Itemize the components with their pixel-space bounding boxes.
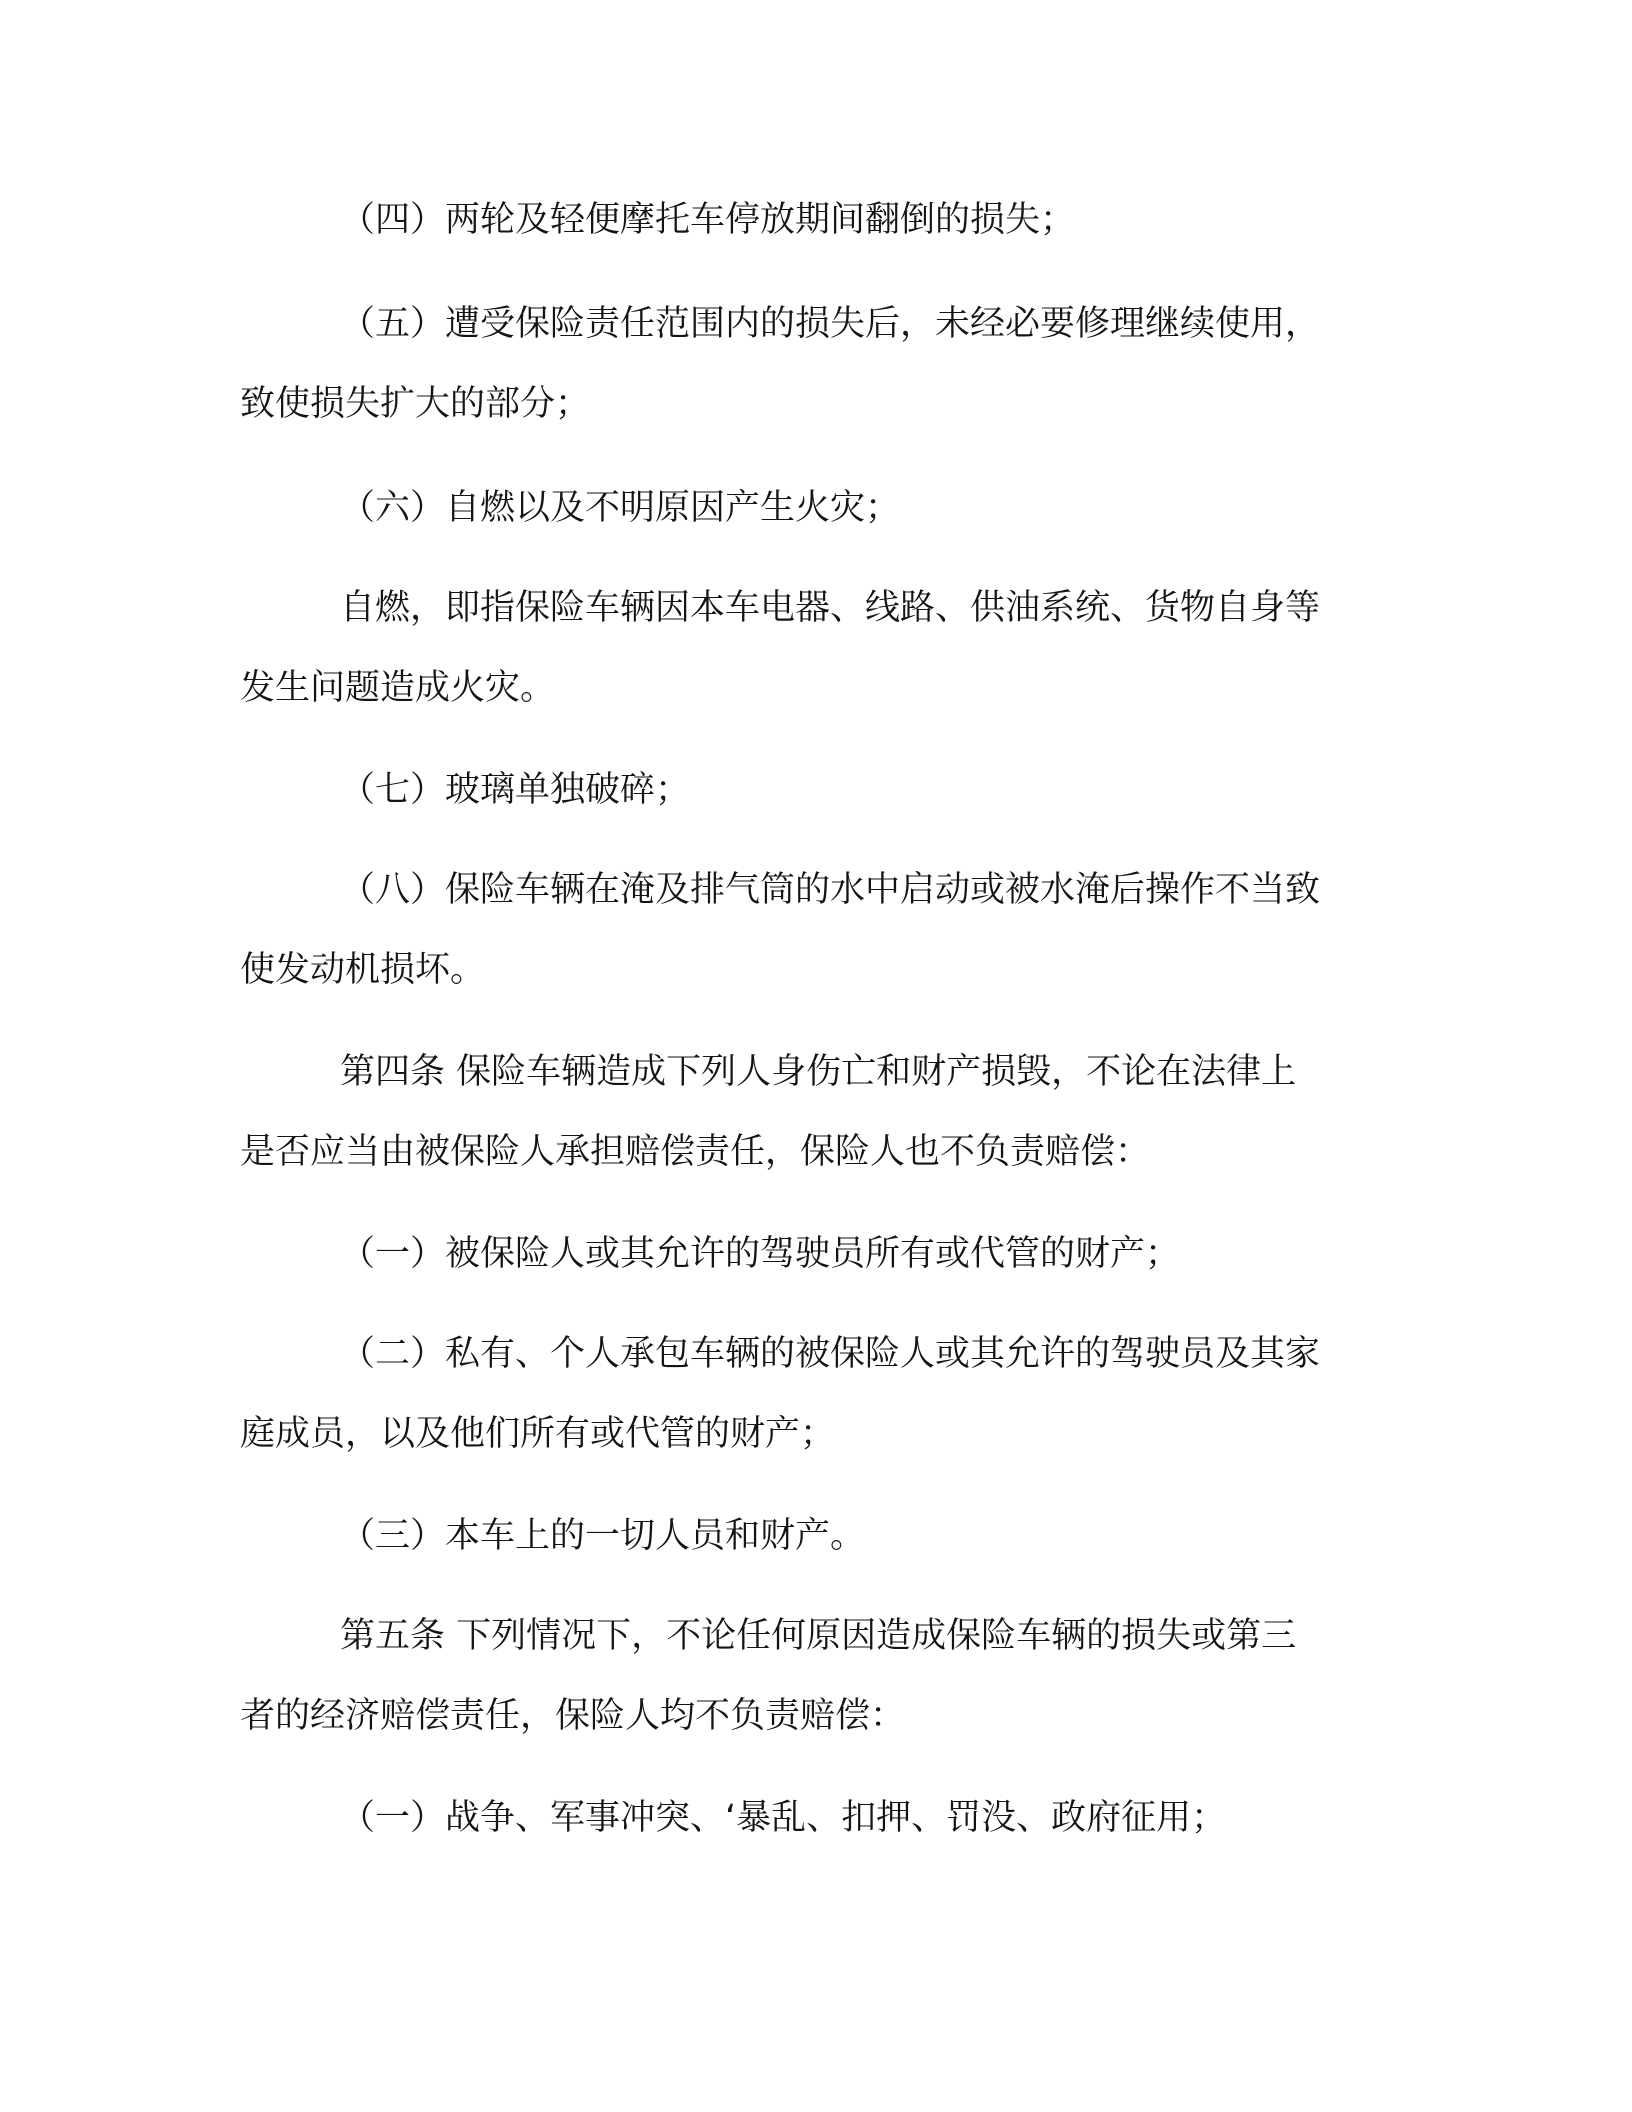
paragraph-article-4-item-1 — [240, 1214, 1380, 1294]
text-line: （八）保险车辆在淹及排气筒的水中启动或被水淹后操作不当致 — [340, 870, 1321, 910]
text-line: （七）玻璃单独破碎； — [340, 770, 691, 810]
paragraph-article-4 — [240, 1032, 1380, 1192]
text-line: 自燃，即指保险车辆因本车电器、线路、供油系统、货物自身等 — [340, 588, 1321, 628]
text-line: 第五条 下列情况下，不论任何原因造成保险车辆的损失或第三 — [340, 1616, 1297, 1656]
text-line: 是否应当由被保险人承担赔偿责任，保险人也不负责赔偿： — [240, 1132, 1151, 1172]
text-line: 致使损失扩大的部分； — [240, 384, 591, 424]
paragraph-article-5 — [240, 1596, 1380, 1756]
paragraph-item-5 — [240, 284, 1380, 444]
paragraph-article-4-item-2 — [240, 1314, 1380, 1474]
paragraph-item-8 — [240, 850, 1380, 1010]
text-line: 使发动机损坏。 — [240, 950, 486, 990]
text-line: （五）遭受保险责任范围内的损失后，未经必要修理继续使用， — [340, 304, 1321, 344]
text-line: （一）战争、军事冲突、‘暴乱、扣押、罚没、政府征用； — [340, 1798, 1227, 1838]
text-line: 第四条 保险车辆造成下列人身伤亡和财产损毁，不论在法律上 — [340, 1052, 1297, 1092]
paragraph-item-4 — [240, 180, 1380, 260]
text-line: （四）两轮及轻便摩托车停放期间翻倒的损失； — [340, 200, 1076, 240]
text-line: （一）被保险人或其允许的驾驶员所有或代管的财产； — [340, 1234, 1181, 1274]
paragraph-article-4-item-3 — [240, 1496, 1380, 1576]
text-line: （三）本车上的一切人员和财产。 — [340, 1516, 866, 1556]
paragraph-self-ignition-definition — [240, 568, 1380, 728]
paragraph-article-5-item-1 — [240, 1778, 1380, 1858]
text-line: 者的经济赔偿责任，保险人均不负责赔偿： — [240, 1696, 906, 1736]
text-line: 发生问题造成火灾。 — [240, 668, 556, 708]
text-line: 庭成员，以及他们所有或代管的财产； — [240, 1414, 836, 1454]
paragraph-item-6 — [240, 468, 1380, 548]
text-line: （二）私有、个人承包车辆的被保险人或其允许的驾驶员及其家 — [340, 1334, 1321, 1374]
text-line: （六）自燃以及不明原因产生火灾； — [340, 488, 901, 528]
paragraph-item-7 — [240, 750, 1380, 830]
